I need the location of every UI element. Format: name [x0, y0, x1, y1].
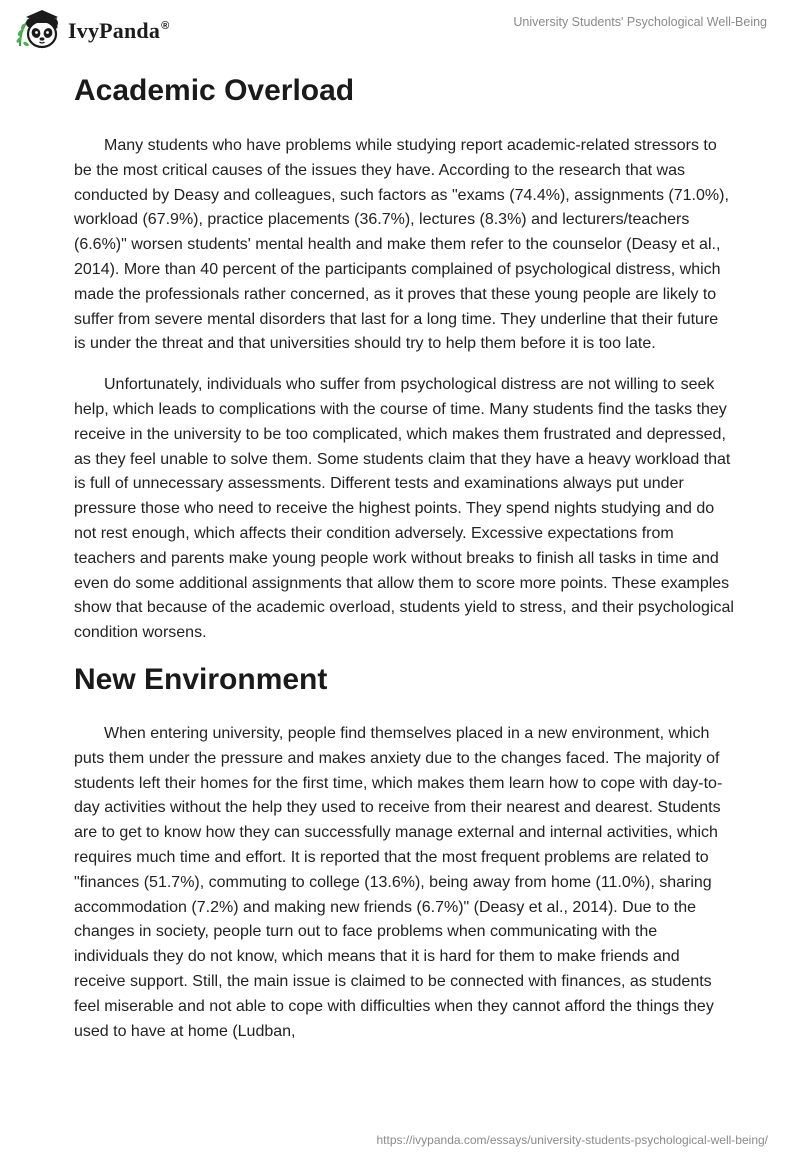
document-title: University Students' Psychological Well-Being [513, 15, 767, 29]
paragraph: Unfortunately, individuals who suffer from psychological distress are not willing to seek help, which leads to complications with the course of time. Many students find the tasks they receive in the university to be too complicated, which makes them frustrated and depressed, as they feel unable to solve them. Some students claim that they have a heavy workload that is full of unnecessary assessments. Different tests and examinations always put under pressure those who need to receive the highest points. They spend nights studying and do not rest enough, which affects their condition adversely. Excessive expectations from teachers and parents make young people work without breaks to finish all tasks in time and even do some additional assignments that allow them to score more points. These examples show that because of the academic overload, students yield to stress, and their psychological condition worsens. [74, 376, 734, 642]
panda-graduate-logo-icon [14, 6, 64, 52]
source-url[interactable]: https://ivypanda.com/essays/university-students-psychological-well-being/ [376, 1133, 768, 1147]
page-header [0, 0, 800, 60]
ivypanda-logo[interactable] [14, 6, 169, 52]
essay-content [74, 72, 734, 1044]
registered-mark: ® [161, 20, 170, 32]
section-heading-academic-overload: Academic Overload [74, 74, 355, 107]
paragraph: Many students who have problems while studying report academic-related stressors to be the most critical causes of the issues they have. According to the research that was conducted by Deasy and colleagues, such factors as "exams (74.4%), assignments (71.0%), workload (67.9%), practice placements (36.7%), lectures (8.3%) and lecturers/teachers (6.6%)" worsen students' mental health and make them refer to the counselor (Deasy et al., 2014). More than 40 percent of the participants complained of psychological distress, which made the professionals rather concerned, as it proves that these young people are likely to suffer from severe mental disorders that last for a long time. They underline that their future is under the threat and that universities should try to help them before it is too late. [74, 137, 729, 353]
paragraph: When entering university, people find themselves placed in a new environment, which puts them under the pressure and makes anxiety due to the changes faced. The majority of students left their homes for the first time, which makes them learn how to cope with day-to-day activities without the help they used to receive from their nearest and dearest. Students are to get to know how they can successfully manage external and internal activities, which requires much time and effort. It is reported that the most frequent problems are related to "finances (51.7%), commuting to college (13.6%), being away from home (11.0%), sharing accommodation (7.2%) and making new friends (6.7%)" (Deasy et al., 2014). Due to the changes in society, people turn out to face problems when communicating with the individuals they do not know, which means that it is hard for them to make friends and receive support. Still, the main issue is claimed to be connected with finances, as students feel miserable and not able to cope with difficulties when they cannot afford the things they used to have at home (Ludban, [74, 724, 723, 1040]
brand-name: IvyPanda® [68, 18, 170, 43]
section-heading-new-environment: New Environment [74, 662, 328, 696]
